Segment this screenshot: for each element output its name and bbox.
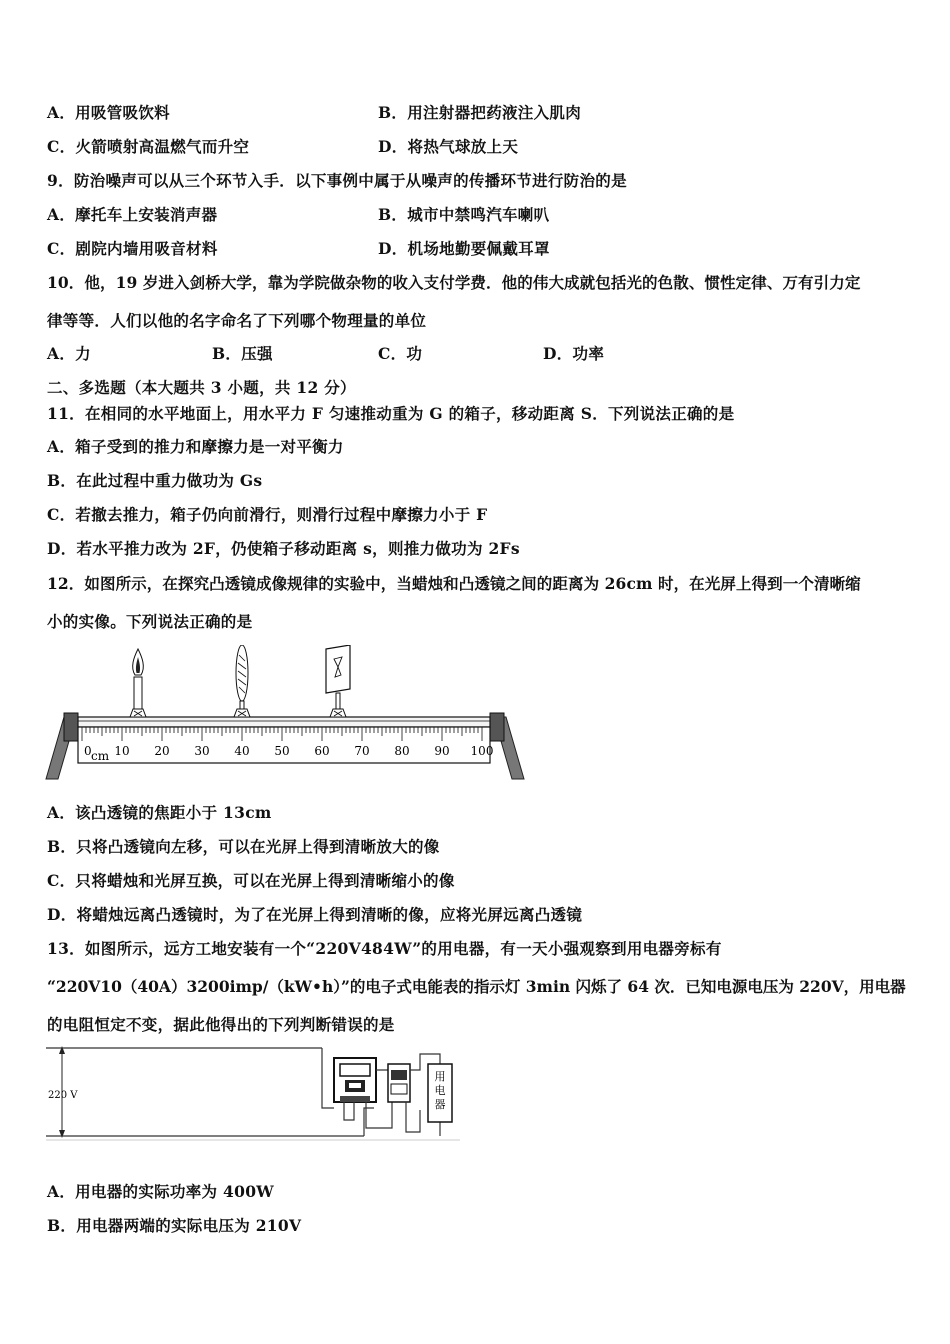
- q12-option-c: C．只将蜡烛和光屏互换，可以在光屏上得到清晰缩小的像: [47, 871, 455, 890]
- optical-rail: [78, 717, 490, 727]
- q10-option-d: D．功率: [543, 344, 605, 363]
- ruler-tick-label: 90: [434, 744, 450, 758]
- q11-option-b: B．在此过程中重力做功为 Gs: [47, 471, 263, 490]
- svg-text:用电器: 用电器: [434, 1070, 446, 1111]
- q12-stem-line2: 小的实像。下列说法正确的是: [47, 612, 253, 631]
- q8-option-c: C．火箭喷射高温燃气而升空: [47, 137, 250, 156]
- bench-holder: [330, 709, 346, 717]
- light-screen: [326, 645, 350, 711]
- q10-option-a: A．力: [47, 344, 91, 363]
- q11-option-a: A．箱子受到的推力和摩擦力是一对平衡力: [47, 437, 344, 456]
- q13-stem-line3: 的电阻恒定不变，据此他得出的下列判断错误的是: [47, 1015, 395, 1034]
- ruler-tick-label: 0: [84, 744, 92, 758]
- circuit-figure: [44, 1040, 464, 1150]
- optical-bench-figure: [44, 645, 526, 785]
- q10-stem-line2: 律等等．人们以他的名字命名了下列哪个物理量的单位: [47, 311, 427, 330]
- ruler-unit-label: cm: [91, 749, 110, 763]
- q9-option-c: C．剧院内墙用吸音材料: [47, 239, 218, 258]
- ruler-tick-label: 20: [154, 744, 170, 758]
- ruler-tick-label: 80: [394, 744, 410, 758]
- q13-stem-line2: “220V10（40A）3200imp/（kW•h）”的电子式电能表的指示灯 3min 闪烁了 64 次．已知电源电压为 220V，用电器: [47, 977, 906, 996]
- q9-stem: 9．防治噪声可以从三个环节入手．以下事例中属于从噪声的传播环节进行防治的是: [47, 171, 627, 190]
- ruler-tick-label: 70: [354, 744, 370, 758]
- q12-option-a: A．该凸透镜的焦距小于 13cm: [47, 803, 272, 822]
- ruler-tick-label: 50: [274, 744, 290, 758]
- q11-option-d: D．若水平推力改为 2F，仍使箱子移动距离 s，则推力做功为 2Fs: [47, 539, 520, 558]
- q13-option-b: B．用电器两端的实际电压为 210V: [47, 1216, 302, 1235]
- right-end-block: [490, 713, 504, 741]
- q8-option-a: A．用吸管吸饮料: [47, 103, 170, 122]
- convex-lens: [236, 645, 248, 711]
- q12-option-b: B．只将凸透镜向左移，可以在光屏上得到清晰放大的像: [47, 837, 440, 856]
- q13-option-a: A．用电器的实际功率为 400W: [47, 1182, 274, 1201]
- ruler-tick-label: 100: [470, 744, 494, 758]
- bench-holder: [130, 709, 146, 717]
- q13-stem-line1: 13．如图所示，远方工地安装有一个“220V484W”的用电器，有一天小强观察到用电器旁标有: [47, 939, 722, 958]
- q11-option-c: C．若撤去推力，箱子仍向前滑行，则滑行过程中摩擦力小于 F: [47, 505, 488, 524]
- circuit-breaker: [388, 1064, 410, 1102]
- q8-option-b: B．用注射器把药液注入肌肉: [378, 103, 582, 122]
- left-end-block: [64, 713, 78, 741]
- q12-stem-line1: 12．如图所示，在探究凸透镜成像规律的实验中，当蜡烛和凸透镜之间的距离为 26cm 时，在光屏上得到一个清晰缩: [47, 574, 861, 593]
- q9-option-b: B．城市中禁鸣汽车喇叭: [378, 205, 550, 224]
- ruler-tick-label: 10: [114, 744, 130, 758]
- bench-holder: [234, 709, 250, 717]
- q10-option-b: B．压强: [212, 344, 273, 363]
- ruler-tick-label: 30: [194, 744, 210, 758]
- q11-stem: 11．在相同的水平地面上，用水平力 F 匀速推动重为 G 的箱子，移动距离 S．下列说法正确的是: [47, 404, 735, 423]
- ruler-tick-label: 60: [314, 744, 330, 758]
- voltage-label: 220 V: [48, 1090, 78, 1101]
- q8-option-d: D．将热气球放上天: [378, 137, 519, 156]
- ruler-tick-label: 40: [234, 744, 250, 758]
- q12-option-d: D．将蜡烛远离凸透镜时，为了在光屏上得到清晰的像，应将光屏远离凸透镜: [47, 905, 583, 924]
- electric-energy-meter: [334, 1058, 376, 1102]
- q10-option-c: C．功: [378, 344, 423, 363]
- q9-option-d: D．机场地勤要佩戴耳罩: [378, 239, 550, 258]
- q10-stem-line1: 10．他，19 岁进入剑桥大学，靠为学院做杂物的收入支付学费．他的伟大成就包括光的色散、惯性定律、万有引力定: [47, 273, 861, 292]
- section-2-title: 二、多选题（本大题共 3 小题，共 12 分）: [47, 378, 356, 397]
- candle: [133, 649, 144, 711]
- q9-option-a: A．摩托车上安装消声器: [47, 205, 218, 224]
- electrical-appliance: [428, 1064, 452, 1122]
